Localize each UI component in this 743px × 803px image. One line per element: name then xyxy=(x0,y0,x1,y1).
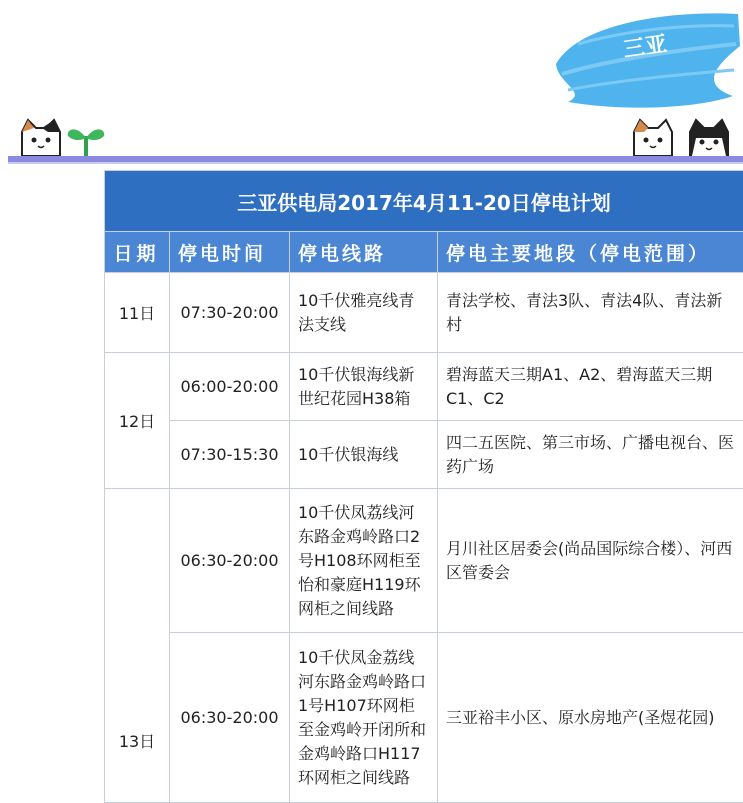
header-area: 停电主要地段（停电范围） xyxy=(438,232,743,273)
row-time: 07:30-15:30 xyxy=(170,421,290,489)
row-time: 07:30-20:00 xyxy=(170,273,290,353)
row-time: 06:00-20:00 xyxy=(170,353,290,421)
table-row xyxy=(105,421,743,489)
row-area: 月川社区居委会(尚品国际综合楼）、河西区管委会 xyxy=(438,489,743,633)
table-row xyxy=(105,633,743,803)
row-line: 10千伏银海线新世纪花园H38箱 xyxy=(290,353,438,421)
row-date: 13日 xyxy=(105,489,170,803)
header-date: 日期 xyxy=(105,232,170,273)
cat-icon xyxy=(630,118,676,160)
cat-icon xyxy=(686,118,732,160)
header-line: 停电线路 xyxy=(290,232,438,273)
header-row xyxy=(105,232,743,273)
badge-label: 三亚 xyxy=(598,24,691,67)
table-row xyxy=(105,353,743,421)
row-time: 06:30-20:00 xyxy=(170,489,290,633)
table-row xyxy=(105,489,743,633)
sprout-icon xyxy=(66,122,106,160)
table-row xyxy=(105,273,743,353)
row-line: 10千伏凤金荔线河东路金鸡岭路口1号H107环网柜至金鸡岭开闭所和金鸡岭路口H117环网柜之间线路 xyxy=(290,633,438,803)
row-area: 三亚裕丰小区、原水房地产(圣煜花园) xyxy=(438,633,743,803)
row-line: 10千伏银海线 xyxy=(290,421,438,489)
divider-strip xyxy=(8,156,743,162)
table-title: 三亚供电局2017年4月11-20日停电计划 xyxy=(105,171,743,232)
row-line: 10千伏雅亮线青法支线 xyxy=(290,273,438,353)
cat-icon xyxy=(18,118,64,160)
header-time: 停电时间 xyxy=(170,232,290,273)
row-date: 12日 xyxy=(105,353,170,489)
row-area: 青法学校、青法3队、青法4队、青法新村 xyxy=(438,273,743,353)
row-area: 四二五医院、第三市场、广播电视台、医药广场 xyxy=(438,421,743,489)
outage-plan-table xyxy=(104,170,743,803)
row-area: 碧海蓝天三期A1、A2、碧海蓝天三期C1、C2 xyxy=(438,353,743,421)
row-date: 11日 xyxy=(105,273,170,353)
row-line: 10千伏凤荔线河东路金鸡岭路口2号H108环网柜至怡和豪庭H119环网柜之间线路 xyxy=(290,489,438,633)
row-time: 06:30-20:00 xyxy=(170,633,290,803)
